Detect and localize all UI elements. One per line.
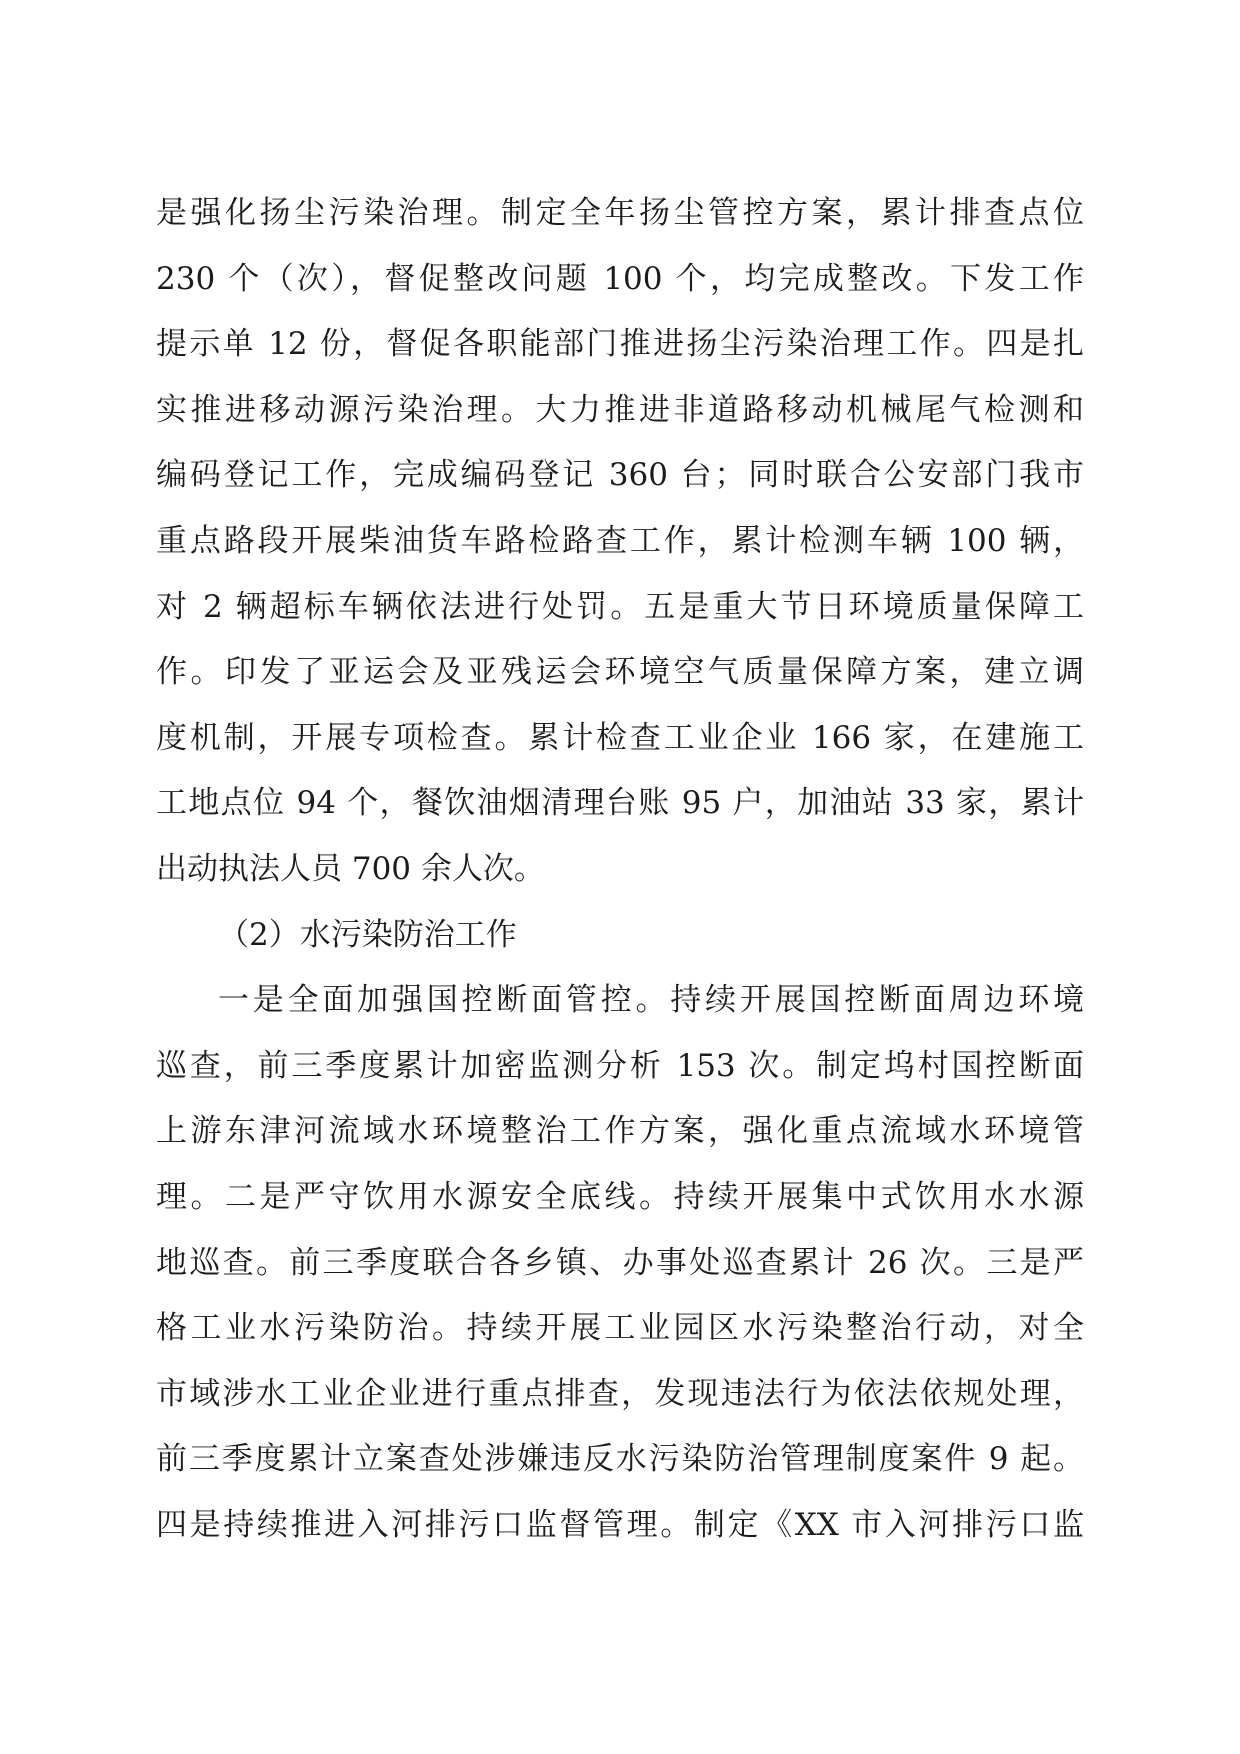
document-page <box>156 181 1084 1558</box>
paragraph-water-pollution <box>156 968 1084 1558</box>
text-line: 230 个（次），督促整改问题 100 个，均完成整改。下发工作 <box>156 260 1084 297</box>
text-line: 度机制，开展专项检查。累计检查工业企业 166 家，在建施工 <box>156 719 1084 756</box>
text-line: 实推进移动源污染治理。大力推进非道路移动机械尾气检测和 <box>156 391 1084 428</box>
text-line: 一是全面加强国控断面管控。持续开展国控断面周边环境 <box>218 982 1084 1019</box>
text-line: 出动执法人员 700 余人次。 <box>156 850 545 887</box>
text-line: 提示单 12 份，督促各职能部门推进扬尘污染治理工作。四是扎 <box>156 326 1084 363</box>
text-line: 上游东津河流域水环境整治工作方案，强化重点流域水环境管 <box>156 1113 1084 1150</box>
text-line: 重点路段开展柴油货车路检路查工作，累计检测车辆 100 辆， <box>156 522 1084 559</box>
text-line: 巡查，前三季度累计加密监测分析 153 次。制定坞村国控断面 <box>156 1047 1084 1084</box>
section-heading: （2）水污染防治工作 <box>218 916 517 953</box>
text-line: 格工业水污染防治。持续开展工业园区水污染整治行动，对全 <box>156 1310 1084 1347</box>
text-line: 是强化扬尘污染治理。制定全年扬尘管控方案，累计排查点位 <box>156 195 1084 231</box>
text-line: 四是持续推进入河排污口监督管理。制定《XX 市入河排污口监 <box>156 1506 1084 1543</box>
text-line: 编码登记工作，完成编码登记 360 台；同时联合公安部门我市 <box>156 457 1084 494</box>
text-line: 作。印发了亚运会及亚残运会环境空气质量保障方案，建立调 <box>156 654 1084 691</box>
text-line: 市域涉水工业企业进行重点排查，发现违法行为依法依规处理， <box>156 1375 1084 1412</box>
text-line: 对 2 辆超标车辆依法进行处罚。五是重大节日环境质量保障工 <box>156 588 1084 625</box>
paragraph-air-pollution <box>156 181 1084 903</box>
text-line: 地巡查。前三季度联合各乡镇、办事处巡查累计 26 次。三是严 <box>156 1244 1084 1281</box>
text-line: 理。二是严守饮用水源安全底线。持续开展集中式饮用水水源 <box>156 1178 1084 1215</box>
text-line: 工地点位 94 个，餐饮油烟清理台账 95 户，加油站 33 家，累计 <box>156 785 1084 822</box>
text-line: 前三季度累计立案查处涉嫌违反水污染防治管理制度案件 9 起。 <box>156 1441 1084 1478</box>
